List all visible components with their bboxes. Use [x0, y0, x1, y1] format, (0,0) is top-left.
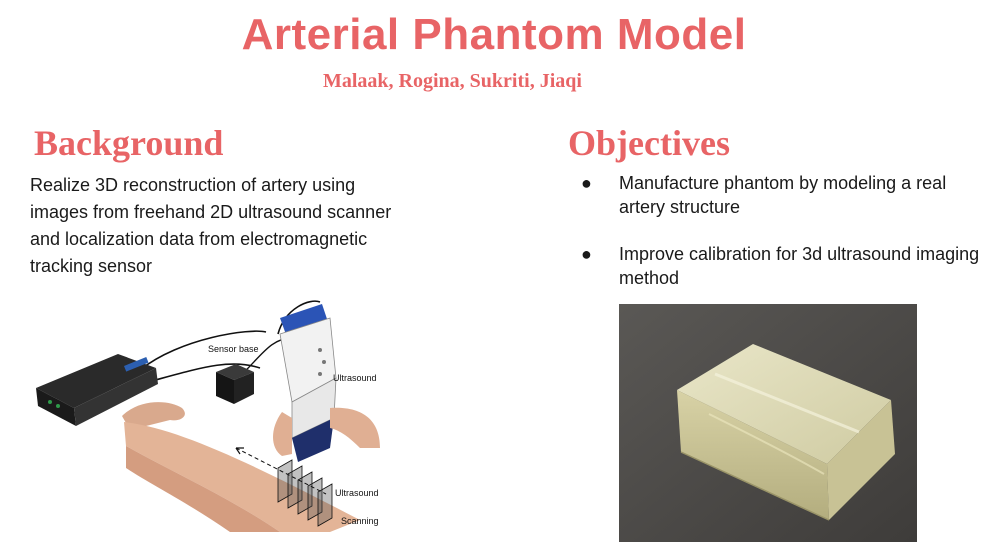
bullet-icon: ● — [581, 244, 592, 264]
label-ultrasound: Ultrasound — [333, 373, 377, 383]
ultrasound-tracking-diagram — [30, 298, 400, 532]
phantom-block-image — [619, 304, 917, 542]
page-title: Arterial Phantom Model — [241, 10, 747, 59]
background-text: Realize 3D reconstruction of artery using images from freehand 2D ultrasound scanner and localization data from electromagnetic tracking sensor — [30, 175, 392, 276]
authors-line: Malaak, Rogina, Sukriti, Jiaqi — [323, 70, 582, 92]
objective-text: Improve calibration for 3d ultrasound imaging method — [619, 244, 980, 288]
objective-text: Manufacture phantom by modeling a real artery structure — [619, 173, 947, 217]
label-scanning: Scanning — [341, 516, 379, 526]
label-sensor-base: Sensor base — [208, 344, 259, 354]
objective-item — [575, 242, 985, 290]
bullet-icon: ● — [581, 173, 592, 193]
sensor-base-cube — [216, 364, 254, 404]
label-ultrasound-planes: Ultrasound — [335, 488, 379, 498]
phantom-photo — [619, 304, 917, 542]
objective-item — [575, 171, 985, 219]
background-heading: Background — [34, 123, 224, 163]
objectives-heading: Objectives — [568, 123, 730, 163]
objectives-list — [575, 171, 985, 313]
